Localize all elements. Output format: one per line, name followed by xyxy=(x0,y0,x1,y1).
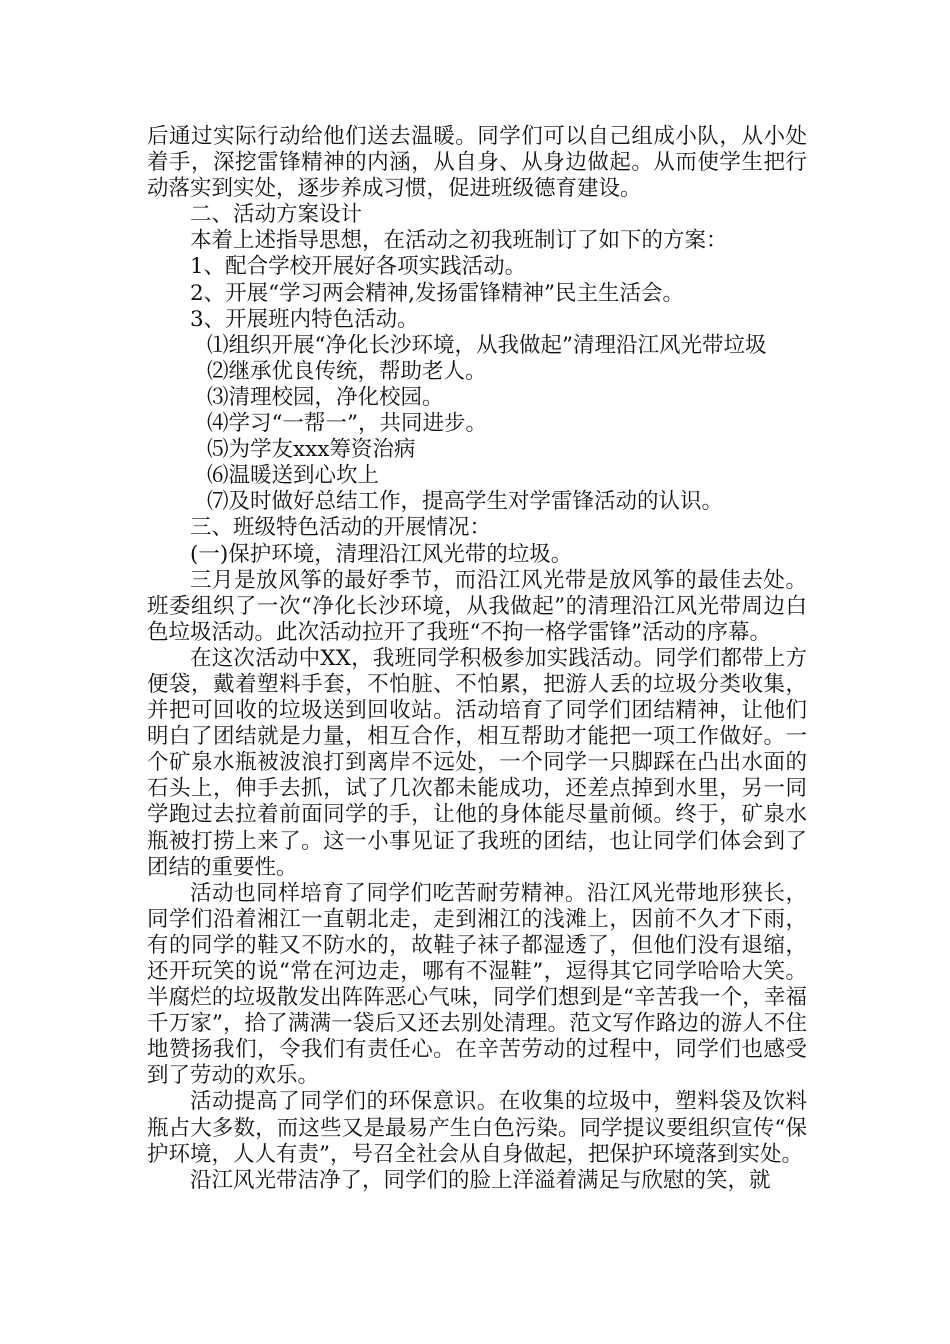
sub-item-2: ⑵继承优良传统，帮助老人。 xyxy=(207,358,487,384)
plan-item-1: 1、配合学校开展好各项实践活动。 xyxy=(190,254,527,280)
sub-item-6: ⑹温暖送到心坎上 xyxy=(207,463,380,489)
subsection-heading-1: (一)保护环境，清理沿江风光带的垃圾。 xyxy=(190,541,573,567)
sub-item-5: ⑸为学友xxx筹资治病 xyxy=(207,437,416,463)
sub-item-7: ⑺及时做好总结工作，提高学生对学雷锋活动的认识。 xyxy=(207,489,724,515)
plan-item-3: 3、开展班内特色活动。 xyxy=(190,306,419,332)
paragraph-plan-intro: 本着上述指导思想，在活动之初我班制订了如下的方案： xyxy=(190,228,728,254)
paragraph-intro: 后通过实际行动给他们送去温暖。同学们可以自己组成小队，从小处着手，深挖雷锋精神的内涵，从自身、从身边做起。从而使学生把行动落实到实处，逐步养成习惯，促进班级德育建设。 xyxy=(147,124,807,202)
sub-item-4: ⑷学习“一帮一”，共同进步。 xyxy=(207,411,487,437)
paragraph-march: 三月是放风筝的最好季节，而沿江风光带是放风筝的最佳去处。班委组织了一次“净化长沙环境，从我做起”的清理沿江风光带周边白色垃圾活动。此次活动拉开了我班“不拘一格学雷锋”活动的序幕。 xyxy=(147,567,807,645)
paragraph-hardship: 活动也同样培育了同学们吃苦耐劳精神。沿江风光带地形狭长，同学们沿着湘江一直朝北走，走到湘江的浅滩上，因前不久才下雨，有的同学的鞋又不防水的，故鞋子袜子都湿透了，但他们没有退缩，还开玩笑的说“常在河边走，哪有不湿鞋”，逗得其它同学哈哈大笑。半腐烂的垃圾散发出阵阵恶心气味，同学们想到是“辛苦我一个，幸福千万家”，拾了满满一袋后又还去别处清理。范文写作路边的游人不住地赞扬我们，令我们有责任心。在辛苦劳动的过程中，同学们也感受到了劳动的欢乐。 xyxy=(147,880,807,1089)
paragraph-unity: 在这次活动中XX，我班同学积极参加实践活动。同学们都带上方便袋，戴着塑料手套，不怕脏、不怕累，把游人丢的垃圾分类收集，并把可回收的垃圾送到回收站。活动培育了同学们团结精神，让他们明白了团结就是力量，相互合作，相互帮助才能把一项工作做好。一个矿泉水瓶被波浪打到离岸不远处，一个同学一只脚踩在凸出水面的石头上，伸手去抓，试了几次都未能成功，还差点掉到水里，另一同学跑过去拉着前面同学的手，让他的身体能尽量前倾。终于，矿泉水瓶被打捞上来了。这一小事见证了我班的团结，也让同学们体会到了团结的重要性。 xyxy=(147,645,807,880)
document-body xyxy=(147,124,807,1194)
section-heading-3: 三、班级特色活动的开展情况： xyxy=(190,515,492,541)
plan-item-2: 2、开展“学习两会精神,发扬雷锋精神”民主生活会。 xyxy=(190,280,684,306)
section-heading-2: 二、活动方案设计 xyxy=(190,202,363,228)
paragraph-closing: 沿江风光带洁净了，同学们的脸上洋溢着满足与欣慰的笑，就 xyxy=(190,1167,771,1193)
paragraph-environment: 活动提高了同学们的环保意识。在收集的垃圾中，塑料袋及饮料瓶占大多数，而这些又是最易产生白色污染。同学提议要组织宣传“保护环境，人人有责”，号召全社会从自身做起，把保护环境落到实处。 xyxy=(147,1089,807,1167)
sub-item-1: ⑴组织开展“净化长沙环境，从我做起”清理沿江风光带垃圾 xyxy=(207,332,767,358)
sub-item-3: ⑶清理校园，净化校园。 xyxy=(207,384,444,410)
